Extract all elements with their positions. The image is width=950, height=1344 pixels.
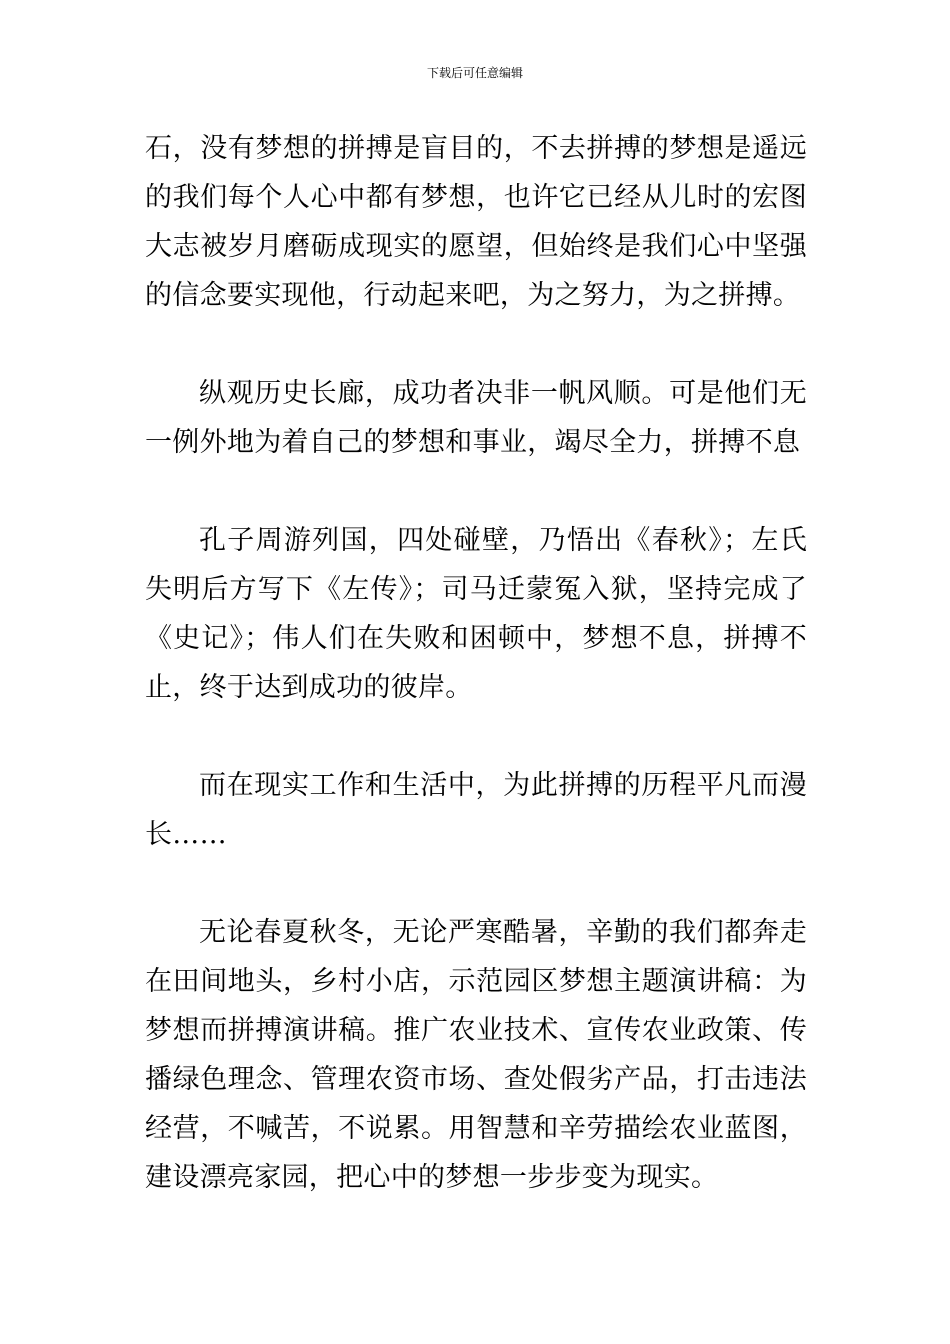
paragraph-1: 石，没有梦想的拼搏是盲目的，不去拼搏的梦想是遥远的我们每个人心中都有梦想，也许它已经从儿时的宏图大志被岁月磨砺成现实的愿望，但始终是我们心中坚强的信念要实现他，行动起来吧，为之努力，为之拼搏。 <box>145 133 807 311</box>
page-header: 下载后可任意编辑 <box>426 66 523 80</box>
paragraph-gap <box>145 320 807 369</box>
paragraph-2: 纵观历史长廊，成功者决非一帆风顺。可是他们无一例外地为着自己的梦想和事业，竭尽全力，拼搏不息 <box>145 378 807 458</box>
document-body <box>145 124 807 1202</box>
paragraph-4: 而在现实工作和生活中，为此拼搏的历程平凡而漫长…… <box>145 770 807 850</box>
paragraph-5: 无论春夏秋冬，无论严寒酷暑，辛勤的我们都奔走在田间地头，乡村小店，示范园区梦想主题演讲稿：为梦想而拼搏演讲稿。推广农业技术、宣传农业政策、传播绿色理念、管理农资市场、查处假劣产品，打击违法经营，不喊苦，不说累。用智慧和辛劳描绘农业蓝图，建设漂亮家园，把心中的梦想一步步变为现实。 <box>145 917 807 1193</box>
paragraph-gap <box>145 712 807 761</box>
paragraph-3: 孔子周游列国，四处碰壁，乃悟出《春秋》；左氏失明后方写下《左传》；司马迁蒙冤入狱，坚持完成了《史记》；伟人们在失败和困顿中，梦想不息，拼搏不止，终于达到成功的彼岸。 <box>145 525 807 703</box>
paragraph-gap <box>145 859 807 908</box>
paragraph-gap <box>145 467 807 516</box>
